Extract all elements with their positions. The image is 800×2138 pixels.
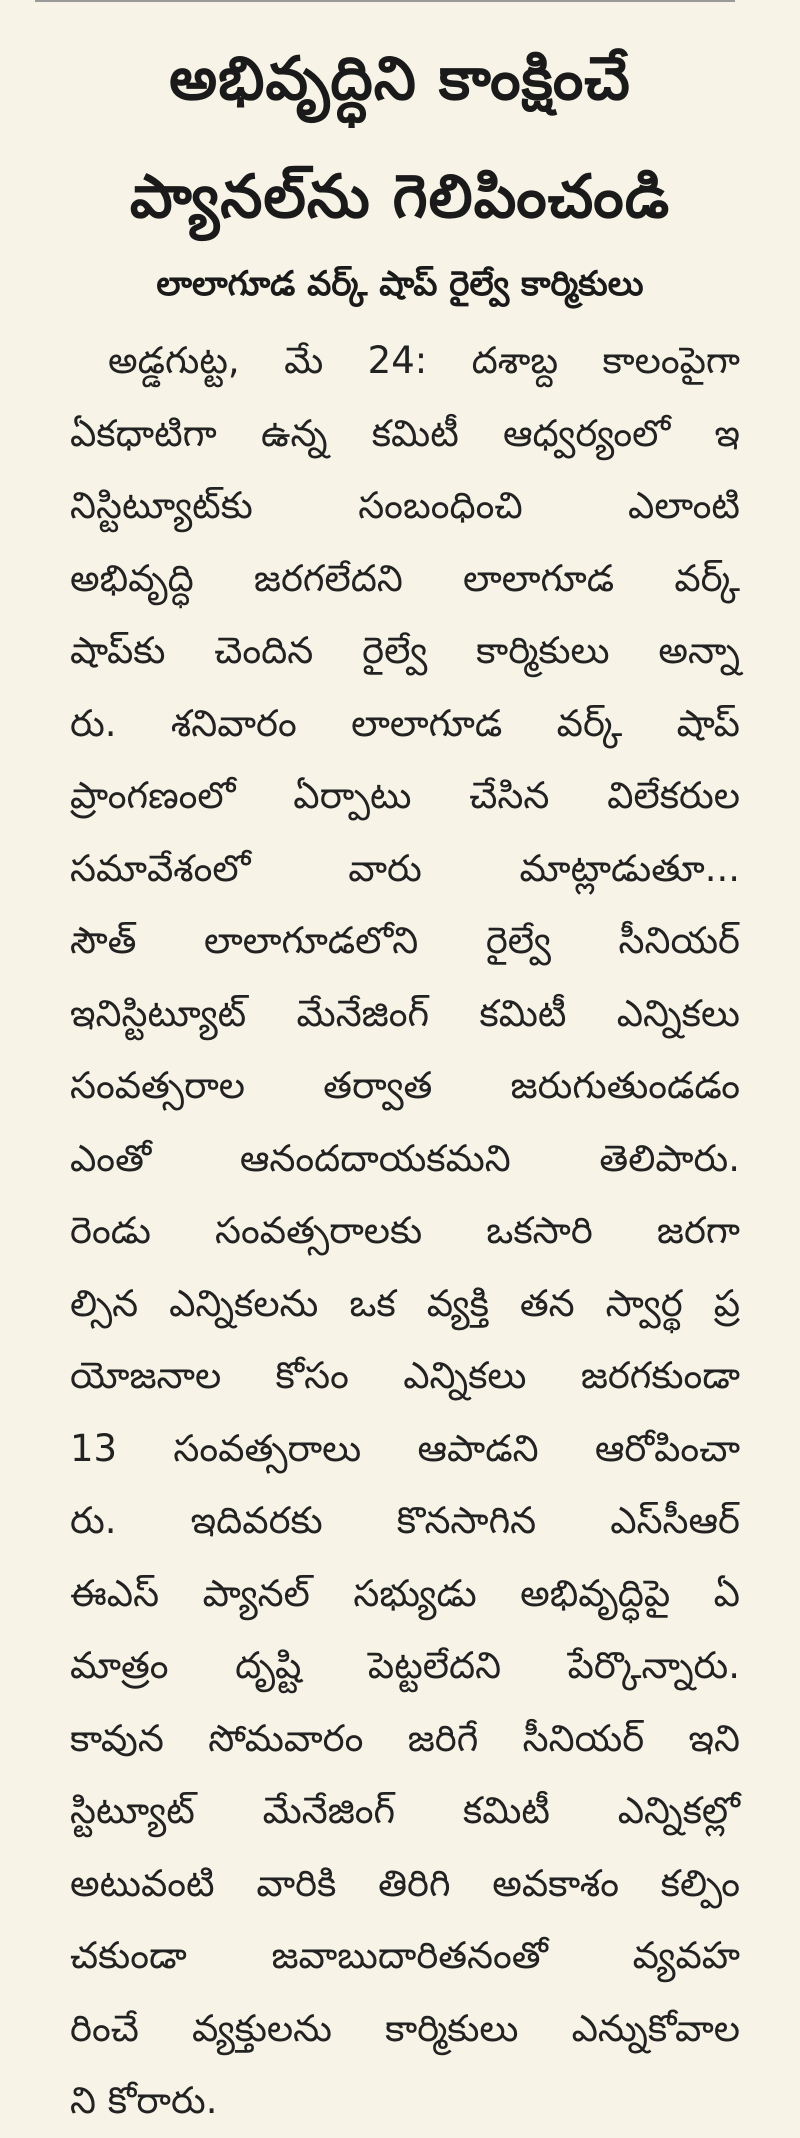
body-line: చకుండా జవాబుదారితనంతో వ్యవహ: [70, 1934, 740, 1977]
body-line: యోజనాల కోసం ఎన్నికలు జరగకుండా: [70, 1354, 740, 1397]
headline-line-1: అభివృద్ధిని కాంక్షించే: [169, 44, 631, 114]
body-line: ఎంతో ఆనందదాయకమని తెలిపారు.: [70, 1136, 740, 1180]
body-line: సౌత్ లాలాగూడలోని రైల్వే సీనియర్: [70, 919, 740, 962]
body-line: ఈఎస్ ప్యానల్ సభ్యుడు అభివృద్ధిపై ఏ: [70, 1571, 740, 1615]
body-line: అటువంటి వారికి తిరిగి అవకాశం కల్పిం: [70, 1861, 740, 1905]
body-line: రెండు సంవత్సరాలకు ఒకసారి జరగా: [70, 1209, 740, 1252]
body-line: సంవత్సరాల తర్వాత జరుగుతుండడం: [70, 1064, 740, 1107]
body-line: రించే వ్యక్తులను కార్మికులు ఎన్నుకోవాల: [70, 2006, 740, 2050]
body-line: రు. ఇదివరకు కొనసాగిన ఎస్‌సీఆర్: [70, 1499, 740, 1542]
body-line: నిస్టిట్యూట్‌కు సంబంధించి ఎలాంటి: [70, 484, 740, 527]
body-line: ఏకధాటిగా ఉన్న కమిటీ ఆధ్వర్యంలో ఇ: [70, 411, 740, 455]
headline-line-2: ప్యానల్‌ను గెలిపించండి: [129, 162, 671, 232]
body-line: అడ్డగుట్ట, మే 24: దశాబ్ద కాలంపైగా: [108, 339, 740, 382]
article-body: [70, 325, 740, 2138]
body-line: రు. శనివారం లాలాగూడ వర్క్ షాప్: [70, 701, 740, 745]
top-rule-divider: [35, 0, 735, 2]
body-line: కావున సోమవారం జరిగే సీనియర్ ఇని: [70, 1716, 740, 1760]
subheading: లాలాగూడ వర్క్ షాప్ రైల్వే కార్మికులు: [156, 264, 644, 304]
body-line: స్టిట్యూట్ మేనేజింగ్ కమిటీ ఎన్నికల్లో: [70, 1789, 740, 1832]
body-line: ని కోరారు.: [70, 2079, 218, 2122]
headline: [40, 20, 760, 256]
body-line: ప్రాంగణంలో ఏర్పాటు చేసిన విలేకరుల: [70, 774, 740, 817]
body-line: ల్సిన ఎన్నికలను ఒక వ్యక్తి తన స్వార్థ ప్ర: [70, 1281, 740, 1325]
body-line: ఇనిస్టిట్యూట్ మేనేజింగ్ కమిటీ ఎన్నికలు: [70, 991, 740, 1035]
body-line: సమావేశంలో వారు మాట్లాడుతూ...: [70, 846, 740, 890]
body-line: 13 సంవత్సరాలు ఆపాడని ఆరోపించా: [70, 1426, 740, 1470]
body-line: మాత్రం దృష్టి పెట్టలేదని పేర్కొన్నారు.: [70, 1644, 740, 1687]
body-line: షాప్‌కు చెందిన రైల్వే కార్మికులు అన్నా: [70, 629, 740, 672]
body-line: అభివృద్ధి జరగలేదని లాలాగూడ వర్క్: [70, 556, 740, 600]
